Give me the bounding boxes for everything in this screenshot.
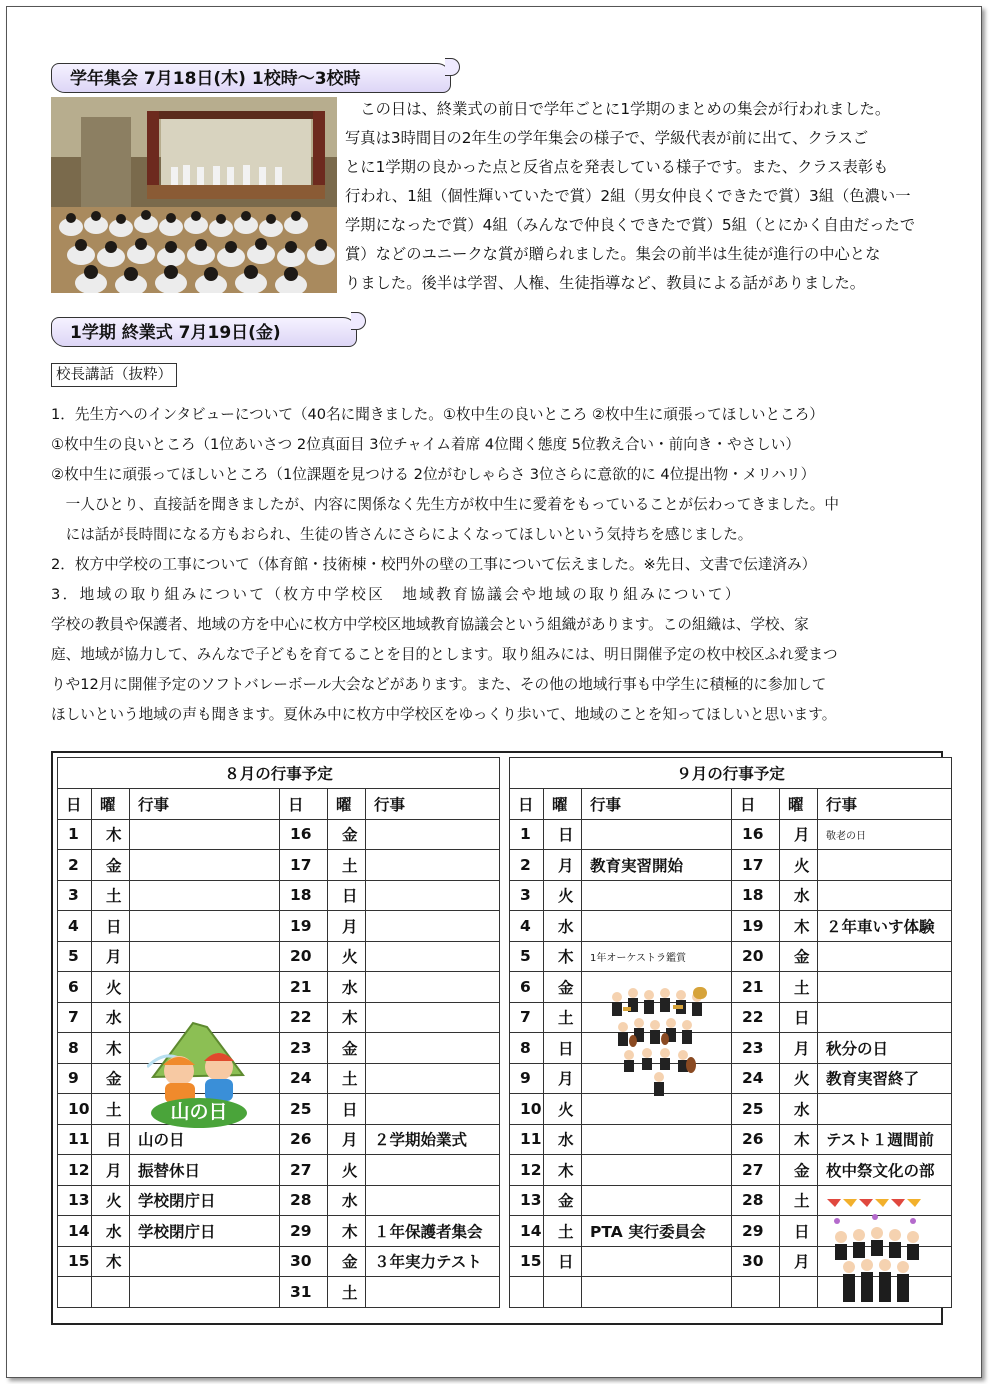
event-cell: テスト１週間前 [818,1124,952,1155]
weekday-cell: 金 [328,1246,366,1277]
event-cell: 山の日 [130,1124,280,1155]
weekday-cell: 土 [544,1002,582,1033]
weekday-cell: 水 [544,1124,582,1155]
weekday-cell: 土 [328,850,366,881]
day-cell: 25 [280,1094,328,1125]
day-cell: 4 [510,911,544,942]
event-cell [582,1155,732,1186]
day-cell: 27 [732,1155,780,1186]
weekday-cell: 火 [92,972,130,1003]
table-row [510,1033,952,1064]
weekday-cell: 金 [544,1185,582,1216]
day-cell: 30 [280,1246,328,1277]
weekday-cell: 木 [92,1246,130,1277]
event-cell [582,819,732,850]
day-cell: 25 [732,1094,780,1125]
event-cell [130,850,280,881]
weekday-cell: 金 [92,1063,130,1094]
day-cell: 2 [510,850,544,881]
event-cell: ３年実力テスト [366,1246,500,1277]
event-cell: ２学期始業式 [366,1124,500,1155]
day-cell: 17 [280,850,328,881]
weekday-cell: 土 [780,972,818,1003]
closing-title: 1学期 終業式 7月19日(金) [70,323,281,343]
event-cell: 教育実習終了 [818,1063,952,1094]
table-row [510,819,952,850]
day-cell: 8 [58,1033,92,1064]
closing-line: 3．地域の取り組みについて（枚方中学校区 地域教育協議会や地域の取り組みについて） [51,586,742,603]
day-cell: 15 [58,1246,92,1277]
weekday-cell: 木 [780,1124,818,1155]
col-header-day: 日 [58,789,92,820]
day-cell: 1 [58,819,92,850]
day-cell: 11 [58,1124,92,1155]
table-row [58,1063,500,1094]
day-cell: 7 [510,1002,544,1033]
col-header-weekday: 曜 [544,789,582,820]
col-header-day: 日 [510,789,544,820]
weekday-cell: 日 [328,880,366,911]
weekday-cell: 月 [92,1155,130,1186]
chorus-illustration [825,1199,927,1319]
closing-line: 一人ひとり、直接話を聞きましたが、内容に関係なく先生方が枚中生に愛着をもっていることが伝わってきました。中 [51,496,839,513]
table-row [58,1185,500,1216]
weekday-cell: 木 [92,1033,130,1064]
event-cell [130,911,280,942]
event-cell: PTA 実行委員会 [582,1216,732,1247]
closing-banner [51,317,357,347]
col-header-day: 日 [280,789,328,820]
weekday-cell: 木 [328,1216,366,1247]
weekday-cell: 土 [328,1277,366,1308]
day-cell: 8 [510,1033,544,1064]
august-schedule-table [57,757,500,1308]
mountain-day-illustration [147,1017,251,1129]
event-cell [818,1002,952,1033]
weekday-cell: 火 [328,941,366,972]
event-cell: 学校閉庁日 [130,1185,280,1216]
assembly-banner [51,63,451,93]
closing-line: 2．枚方中学校の工事について（体育館・技術棟・校門外の壁の工事について伝えました。※先日、文書で伝達済み） [51,556,817,573]
weekday-cell: 水 [92,1002,130,1033]
day-cell: 7 [58,1002,92,1033]
day-cell: 12 [510,1155,544,1186]
table-row [510,1155,952,1186]
weekday-cell: 土 [92,1094,130,1125]
event-cell [366,911,500,942]
weekday-cell: 月 [780,819,818,850]
event-cell [366,819,500,850]
table-row [58,1033,500,1064]
table-row [58,1002,500,1033]
table-row [510,972,952,1003]
weekday-cell: 日 [544,819,582,850]
assembly-line: りました。後半は学習、人権、生徒指導など、教員による話がありました。 [345,274,866,292]
event-cell [818,972,952,1003]
weekday-cell: 金 [780,1155,818,1186]
table-header-row [510,789,952,820]
day-cell: 26 [732,1124,780,1155]
event-cell [366,1002,500,1033]
event-cell [582,880,732,911]
event-cell [582,1277,732,1308]
weekday-cell: 日 [544,1033,582,1064]
day-cell: 5 [510,941,544,972]
closing-line: 庭、地域が協力して、みんなで子どもを育てることを目的とします。取り組みには、明日開催予定の枚中校区ふれ愛まつ [51,646,838,663]
day-cell [58,1277,92,1308]
day-cell: 21 [732,972,780,1003]
event-cell [366,1033,500,1064]
event-cell [582,1124,732,1155]
col-header-weekday: 曜 [328,789,366,820]
assembly-line: 写真は3時間目の2年生の学年集会の様子で、学級代表が前に出て、クラスご [345,129,869,147]
table-row [510,1094,952,1125]
weekday-cell: 日 [92,911,130,942]
day-cell: 19 [280,911,328,942]
weekday-cell: 土 [328,1063,366,1094]
table-title: ８月の行事予定 [58,758,500,789]
event-cell [366,1185,500,1216]
assembly-photo [51,97,337,293]
assembly-line: 学期になったで賞）4組（みんなで仲良くできたで賞）5組（とにかく自由だったで [345,216,916,234]
day-cell: 16 [280,819,328,850]
weekday-cell: 金 [328,1033,366,1064]
col-header-event: 行事 [130,789,280,820]
weekday-cell: 土 [780,1185,818,1216]
weekday-cell: 日 [328,1094,366,1125]
day-cell [732,1277,780,1308]
table-title-row [510,758,952,789]
day-cell: 9 [510,1063,544,1094]
event-cell [582,1246,732,1277]
event-cell: 秋分の日 [818,1033,952,1064]
event-cell [582,1094,732,1125]
assembly-line: 行われ、1組（個性輝いていたで賞）2組（男女仲良くできたで賞）3組（色濃い一 [345,187,911,205]
table-row [58,911,500,942]
table-row [510,1124,952,1155]
day-cell: 13 [510,1185,544,1216]
weekday-cell: 水 [328,1185,366,1216]
weekday-cell: 木 [544,941,582,972]
day-cell: 4 [58,911,92,942]
weekday-cell: 水 [92,1216,130,1247]
principal-speech-label: 校長講話（抜粋） [51,363,177,387]
table-row [58,819,500,850]
table-row [510,1063,952,1094]
weekday-cell [544,1277,582,1308]
day-cell: 6 [58,972,92,1003]
event-cell [818,1094,952,1125]
event-cell [130,1277,280,1308]
col-header-weekday: 曜 [92,789,130,820]
table-title: ９月の行事予定 [510,758,952,789]
event-cell [366,972,500,1003]
event-cell [366,1063,500,1094]
day-cell: 28 [732,1185,780,1216]
assembly-line: とに1学期の良かった点と反省点を発表している様子です。また、クラス表彰も [345,158,889,176]
weekday-cell: 火 [544,1094,582,1125]
closing-line: 学校の教員や保護者、地域の方を中心に枚方中学校区地域教育協議会という組織があります。この組織は、学校、家 [51,616,809,633]
event-cell: 教育実習開始 [582,850,732,881]
day-cell: 27 [280,1155,328,1186]
event-cell: ２年車いす体験 [818,911,952,942]
day-cell: 18 [732,880,780,911]
closing-line: ②枚中生に頑張ってほしいところ（1位課題を見つける 2位がむしゃらさ 3位さらに意欲的に 4位提出物・メリハリ） [51,466,816,483]
orchestra-illustration [603,981,715,1097]
day-cell [510,1277,544,1308]
day-cell: 6 [510,972,544,1003]
day-cell: 31 [280,1277,328,1308]
event-cell [366,880,500,911]
table-row [58,1094,500,1125]
weekday-cell: 月 [780,1246,818,1277]
weekday-cell: 木 [328,1002,366,1033]
table-row [510,850,952,881]
event-cell [130,972,280,1003]
event-cell: 枚中祭文化の部 [818,1155,952,1186]
day-cell: 20 [732,941,780,972]
weekday-cell: 火 [92,1185,130,1216]
weekday-cell [780,1277,818,1308]
day-cell: 15 [510,1246,544,1277]
weekday-cell: 水 [780,880,818,911]
day-cell: 1 [510,819,544,850]
weekday-cell: 土 [92,880,130,911]
event-cell [818,880,952,911]
day-cell: 22 [280,1002,328,1033]
event-cell [366,941,500,972]
day-cell: 18 [280,880,328,911]
assembly-title: 学年集会 7月18日(木) 1校時～3校時 [70,69,361,89]
day-cell: 28 [280,1185,328,1216]
event-cell: 敬老の日 [818,819,952,850]
weekday-cell: 水 [780,1094,818,1125]
col-header-event: 行事 [366,789,500,820]
day-cell: 14 [58,1216,92,1247]
weekday-cell [92,1277,130,1308]
day-cell: 12 [58,1155,92,1186]
weekday-cell: 水 [328,972,366,1003]
table-row [58,1277,500,1308]
day-cell: 20 [280,941,328,972]
table-row [510,911,952,942]
day-cell: 16 [732,819,780,850]
table-row [58,1124,500,1155]
table-row [58,941,500,972]
day-cell: 24 [280,1063,328,1094]
weekday-cell: 月 [92,941,130,972]
weekday-cell: 金 [328,819,366,850]
closing-line: ほしいという地域の声も聞きます。夏休み中に枚方中学校区をゆっくり歩いて、地域のことを知ってほしいと思います。 [51,706,837,723]
event-cell [582,911,732,942]
day-cell: 14 [510,1216,544,1247]
weekday-cell: 土 [544,1216,582,1247]
table-title-row [58,758,500,789]
table-row [510,1002,952,1033]
weekday-cell: 火 [544,880,582,911]
day-cell: 23 [732,1033,780,1064]
event-cell: 学校閉庁日 [130,1216,280,1247]
table-row [510,880,952,911]
event-cell [818,941,952,972]
col-header-weekday: 曜 [780,789,818,820]
event-cell [130,819,280,850]
day-cell: 13 [58,1185,92,1216]
weekday-cell: 月 [780,1033,818,1064]
weekday-cell: 金 [780,941,818,972]
weekday-cell: 月 [328,911,366,942]
weekday-cell: 金 [544,972,582,1003]
day-cell: 17 [732,850,780,881]
day-cell: 3 [510,880,544,911]
weekday-cell: 月 [544,1063,582,1094]
weekday-cell: 月 [328,1124,366,1155]
weekday-cell: 月 [544,850,582,881]
mountain-day-caption: 山の日 [170,1101,228,1123]
table-row [58,880,500,911]
closing-line: ①枚中生の良いところ（1位あいさつ 2位真面目 3位チャイム着席 4位聞く態度 5位教え合い・前向き・やさしい） [51,436,800,453]
weekday-cell: 火 [328,1155,366,1186]
assembly-line: 賞）などのユニークな賞が贈られました。集会の前半は生徒が進行の中心とな [345,245,881,263]
table-row [58,1246,500,1277]
col-header-event: 行事 [582,789,732,820]
weekday-cell: 水 [544,911,582,942]
event-cell [366,850,500,881]
weekday-cell: 日 [92,1124,130,1155]
day-cell: 10 [58,1094,92,1125]
event-cell [130,880,280,911]
day-cell: 11 [510,1124,544,1155]
table-header-row [58,789,500,820]
event-cell [582,1185,732,1216]
day-cell: 29 [280,1216,328,1247]
weekday-cell: 日 [780,1002,818,1033]
event-cell [366,1094,500,1125]
day-cell: 21 [280,972,328,1003]
day-cell: 30 [732,1246,780,1277]
event-cell [130,941,280,972]
weekday-cell: 火 [780,1063,818,1094]
assembly-line: この日は、終業式の前日で学年ごとに1学期のまとめの集会が行われました。 [345,100,891,118]
weekday-cell: 木 [544,1155,582,1186]
day-cell: 9 [58,1063,92,1094]
table-row [58,1155,500,1186]
assembly-photo-image [51,97,337,293]
day-cell: 10 [510,1094,544,1125]
day-cell: 24 [732,1063,780,1094]
day-cell: 3 [58,880,92,911]
closing-line: りや12月に開催予定のソフトバレーボール大会などがあります。また、その他の地域行事も中学生に積極的に参加して [51,676,827,693]
closing-line: には話が長時間になる方もおられ、生徒の皆さんにさらによくなってほしいという気持ちを感じました。 [51,526,753,543]
weekday-cell: 日 [780,1216,818,1247]
table-row [58,850,500,881]
event-cell [130,1246,280,1277]
col-header-day: 日 [732,789,780,820]
day-cell: 5 [58,941,92,972]
weekday-cell: 木 [780,911,818,942]
weekday-cell: 日 [544,1246,582,1277]
weekday-cell: 火 [780,850,818,881]
day-cell: 22 [732,1002,780,1033]
day-cell: 29 [732,1216,780,1247]
closing-line: 1．先生方へのインタビューについて（40名に聞きました。①枚中生の良いところ ②枚中生に頑張ってほしいところ） [51,406,824,423]
event-cell [818,850,952,881]
table-row [58,1216,500,1247]
event-cell: 振替休日 [130,1155,280,1186]
newsletter-page [6,6,982,1378]
day-cell: 2 [58,850,92,881]
event-cell [366,1277,500,1308]
weekday-cell: 木 [92,819,130,850]
weekday-cell: 金 [92,850,130,881]
event-cell [366,1155,500,1186]
day-cell: 26 [280,1124,328,1155]
table-row [58,972,500,1003]
event-cell: １年保護者集会 [366,1216,500,1247]
col-header-event: 行事 [818,789,952,820]
day-cell: 23 [280,1033,328,1064]
table-row [510,941,952,972]
event-cell: 1年オーケストラ鑑賞 [582,941,732,972]
day-cell: 19 [732,911,780,942]
